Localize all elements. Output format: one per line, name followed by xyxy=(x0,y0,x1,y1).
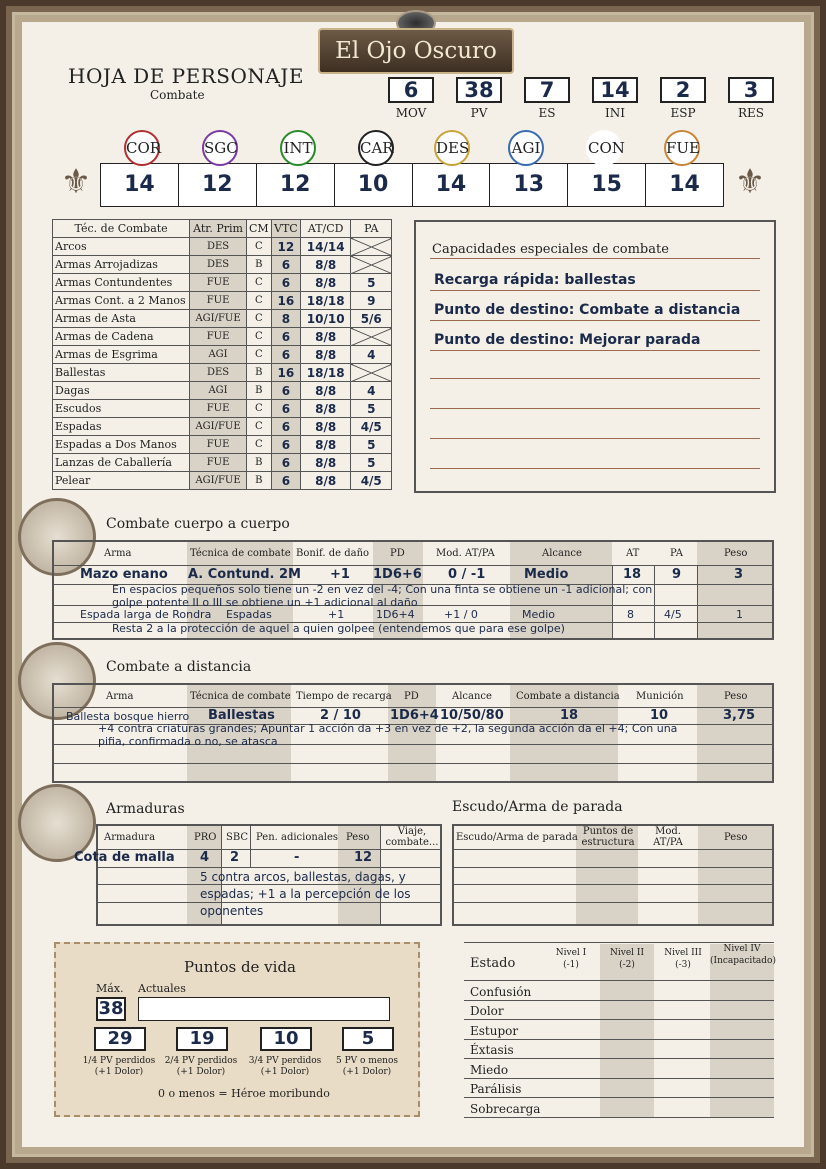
melee-header-arma: Arma xyxy=(104,548,132,559)
skill-cm: C xyxy=(246,346,271,364)
skill-cm: B xyxy=(246,256,271,274)
estado-row-confusion: Confusión xyxy=(470,985,532,999)
row-line xyxy=(454,884,772,885)
melee-weapon-1-note[interactable]: En espacios pequeños solo tiene un -2 en vez del -4; Con una finta se obtiene un -1 adicional; con golpe potente II o III se obtiene un +1 adicional al daño xyxy=(112,583,653,609)
estado-row-estupor: Estupor xyxy=(470,1024,519,1038)
hp-threshold-3-label: 3/4 PV perdidos xyxy=(248,1056,322,1066)
skill-row xyxy=(53,382,392,400)
stat-es-label: ES xyxy=(538,106,556,120)
special-line xyxy=(430,408,760,409)
skill-pa[interactable]: 5/6 xyxy=(351,310,392,328)
estado-row-paralisis: Parálisis xyxy=(470,1082,522,1096)
row-line xyxy=(464,1000,774,1001)
skill-at[interactable]: 8/8 xyxy=(300,274,351,292)
skill-row xyxy=(53,310,392,328)
armor-header-sbc: SBC xyxy=(226,832,249,843)
stat-res-value[interactable]: 3 xyxy=(728,77,774,103)
melee-weapon-1-tecnica[interactable]: A. Contund. 2M xyxy=(188,567,301,582)
ranged-header-tecnica: Técnica de combate xyxy=(190,691,291,702)
row-line xyxy=(464,1097,774,1098)
estado-level-4-sub: (Incapacitado) xyxy=(710,956,776,966)
melee-weapon-2-pa[interactable]: 4/5 xyxy=(664,608,682,621)
skill-vtc[interactable]: 6 xyxy=(271,400,300,418)
ranged-header-municion: Munición xyxy=(636,691,684,702)
estado-row-extasis: Éxtasis xyxy=(470,1043,514,1057)
estado-level-4: Nivel IV xyxy=(723,944,761,954)
attr-fue-label: FUE xyxy=(664,130,700,166)
hp-max-label: Máx. xyxy=(96,982,124,995)
skill-row xyxy=(53,292,392,310)
skill-cm: C xyxy=(246,238,271,256)
special-ability-1[interactable]: Recarga rápida: ballestas xyxy=(434,272,636,288)
melee-header-tecnica: Técnica de combate xyxy=(190,548,291,559)
estado-level-3-sub: (-3) xyxy=(675,960,691,970)
skill-at[interactable]: 8/8 xyxy=(300,382,351,400)
logo: El Ojo Oscuro xyxy=(318,28,514,74)
skill-pa[interactable] xyxy=(351,364,392,382)
skill-row xyxy=(53,328,392,346)
skill-cm: B xyxy=(246,472,271,490)
stat-ini-value[interactable]: 14 xyxy=(592,77,638,103)
special-abilities-title: Capacidades especiales de combate xyxy=(432,242,669,257)
estado-row-dolor: Dolor xyxy=(470,1004,504,1018)
melee-header-alcance: Alcance xyxy=(542,548,582,559)
skill-name: Armas de Asta xyxy=(53,310,190,328)
attr-int-value[interactable]: 12 xyxy=(257,164,335,206)
col-line xyxy=(250,826,251,867)
skill-attr: DES xyxy=(190,364,247,382)
estado-col-shade xyxy=(710,944,774,1118)
skill-name: Armas Cont. a 2 Manos xyxy=(53,292,190,310)
stat-pv-label: PV xyxy=(470,106,488,120)
estado-row-sobrecarga: Sobrecarga xyxy=(470,1102,541,1116)
melee-weapon-2-pd[interactable]: 1D6+4 xyxy=(376,608,415,621)
skill-attr: AGI/FUE xyxy=(190,472,247,490)
row-line xyxy=(464,980,774,981)
skill-attr: FUE xyxy=(190,292,247,310)
skill-name: Arcos xyxy=(53,238,190,256)
melee-weapon-1-bonif[interactable]: +1 xyxy=(330,567,350,582)
estado-level-2-sub: (-2) xyxy=(619,960,635,970)
skill-vtc[interactable]: 6 xyxy=(271,346,300,364)
melee-weapon-1-mod[interactable]: 0 / -1 xyxy=(448,567,486,582)
hp-threshold-1[interactable]: 29 xyxy=(94,1027,146,1051)
attr-des-label: DES xyxy=(434,130,470,166)
melee-weapon-2-name[interactable]: Espada larga de Rondra xyxy=(80,608,212,621)
stat-ini-label: INI xyxy=(605,106,625,120)
skill-pa[interactable] xyxy=(351,256,392,274)
hp-threshold-4[interactable]: 5 xyxy=(342,1027,394,1051)
skill-attr: FUE xyxy=(190,400,247,418)
hp-threshold-1-label: 1/4 PV perdidos xyxy=(82,1056,156,1066)
row-line xyxy=(54,565,772,566)
hp-threshold-3-sub: (+1 Dolor) xyxy=(260,1067,310,1077)
page-title: HOJA DE PERSONAJE xyxy=(68,64,304,88)
estado-level-3: Nivel III xyxy=(664,948,702,958)
row-line xyxy=(98,867,440,868)
melee-weapon-2-alcance[interactable]: Medio xyxy=(522,608,556,621)
skill-at[interactable]: 8/8 xyxy=(300,418,351,436)
ranged-weapon-tecnica[interactable]: Ballestas xyxy=(208,708,275,723)
skill-at[interactable]: 10/10 xyxy=(300,310,351,328)
attr-sgc-value[interactable]: 12 xyxy=(179,164,257,206)
skill-at[interactable]: 18/18 xyxy=(300,364,351,382)
ranged-header-arma: Arma xyxy=(106,691,134,702)
hp-threshold-2[interactable]: 19 xyxy=(176,1027,228,1051)
skill-attr: DES xyxy=(190,256,247,274)
skill-cm: C xyxy=(246,436,271,454)
hp-threshold-4-label: 5 PV o menos xyxy=(336,1056,398,1066)
melee-weapon-2-tecnica[interactable]: Espadas xyxy=(226,608,272,621)
skill-name: Armas de Esgrima xyxy=(53,346,190,364)
skill-row xyxy=(53,256,392,274)
skill-row xyxy=(53,346,392,364)
row-line xyxy=(54,763,772,764)
skills-header-name: Téc. de Combate xyxy=(53,220,190,238)
skill-pa[interactable] xyxy=(351,238,392,256)
shield-header-estructura: Puntos de estructura xyxy=(581,826,635,848)
melee-weapon-2-at[interactable]: 8 xyxy=(627,608,634,621)
ranged-header-alcance: Alcance xyxy=(452,691,492,702)
skill-pa[interactable] xyxy=(351,328,392,346)
melee-weapon-1-alcance[interactable]: Medio xyxy=(524,567,569,582)
hp-threshold-1-sub: (+1 Dolor) xyxy=(94,1067,144,1077)
ranged-header-pd: PD xyxy=(404,691,419,702)
stat-es-value[interactable]: 7 xyxy=(524,77,570,103)
ranged-weapon-pd[interactable]: 1D6+4 xyxy=(390,708,439,723)
melee-header-at: AT xyxy=(626,548,640,559)
skill-vtc[interactable]: 16 xyxy=(271,292,300,310)
skill-name: Dagas xyxy=(53,382,190,400)
melee-weapon-1-pa[interactable]: 9 xyxy=(672,567,682,582)
skill-vtc[interactable]: 6 xyxy=(271,382,300,400)
special-ability-2[interactable]: Punto de destino: Combate a distancia xyxy=(434,302,741,318)
skill-cm: C xyxy=(246,328,271,346)
stat-res-label: RES xyxy=(737,106,764,120)
ranged-header-peso: Peso xyxy=(724,691,748,702)
ranged-header-combate: Combate a distancia xyxy=(516,691,620,702)
row-line xyxy=(464,1019,774,1020)
skill-name: Espadas a Dos Manos xyxy=(53,436,190,454)
skill-cm: C xyxy=(246,310,271,328)
stat-esp-value[interactable]: 2 xyxy=(660,77,706,103)
skill-vtc[interactable]: 8 xyxy=(271,310,300,328)
skill-row xyxy=(53,454,392,472)
ranged-header-recarga: Tiempo de recarga xyxy=(296,691,392,702)
skill-cm: B xyxy=(246,364,271,382)
skill-pa[interactable]: 4/5 xyxy=(351,418,392,436)
melee-title: Combate cuerpo a cuerpo xyxy=(106,516,290,532)
skill-cm: B xyxy=(246,454,271,472)
skill-row xyxy=(53,274,392,292)
attr-cor-label: COR xyxy=(124,130,160,166)
attr-car-value[interactable]: 10 xyxy=(335,164,413,206)
special-ability-3[interactable]: Punto de destino: Mejorar parada xyxy=(434,332,701,348)
armor-peso[interactable]: 12 xyxy=(354,850,373,865)
skill-attr: FUE xyxy=(190,436,247,454)
melee-weapon-2-peso[interactable]: 1 xyxy=(736,608,743,621)
special-line xyxy=(430,290,760,291)
skill-cm: C xyxy=(246,274,271,292)
skill-row xyxy=(53,238,392,256)
armor-header-peso: Peso xyxy=(346,832,370,843)
skill-name: Espadas xyxy=(53,418,190,436)
shield-header-name: Escudo/Arma de parada xyxy=(456,832,578,843)
armor-name[interactable]: Cota de malla xyxy=(74,850,175,865)
attr-sgc-label: SGC xyxy=(202,130,238,166)
hp-max-value[interactable]: 38 xyxy=(96,997,126,1021)
skill-at[interactable]: 8/8 xyxy=(300,472,351,490)
skill-cm: B xyxy=(246,382,271,400)
estado-row-miedo: Miedo xyxy=(470,1063,509,1077)
row-line xyxy=(464,1058,774,1059)
armor-header-armadura: Armadura xyxy=(104,832,156,843)
skill-row xyxy=(53,400,392,418)
hp-current-label: Actuales xyxy=(138,982,186,995)
hp-threshold-2-label: 2/4 PV perdidos xyxy=(164,1056,238,1066)
estado-level-1-sub: (-1) xyxy=(563,960,579,970)
ranged-weapon-alcance[interactable]: 10/50/80 xyxy=(440,708,504,723)
skill-row xyxy=(53,436,392,454)
attr-agi-value[interactable]: 13 xyxy=(490,164,568,206)
attr-cor-value[interactable]: 14 xyxy=(101,164,179,206)
attr-car-label: CAR xyxy=(358,130,394,166)
ranged-weapon-note[interactable]: +4 contra criaturas grandes; Apuntar 1 acción da +3 en vez de +2, la segunda acción da el +4; Con una pifia, confirmada o no, se atasca xyxy=(98,722,678,748)
special-line xyxy=(430,468,760,469)
estado-title: Estado xyxy=(470,956,516,971)
skill-cm: C xyxy=(246,418,271,436)
armor-header-pro: PRO xyxy=(194,832,217,843)
attr-des-value[interactable]: 14 xyxy=(413,164,491,206)
skill-vtc[interactable]: 16 xyxy=(271,364,300,382)
skill-at[interactable]: 8/8 xyxy=(300,256,351,274)
skill-row xyxy=(53,418,392,436)
skill-row xyxy=(53,364,392,382)
skill-pa[interactable]: 4/5 xyxy=(351,472,392,490)
combat-skills-table xyxy=(52,219,392,490)
attr-con-value[interactable]: 15 xyxy=(568,164,646,206)
armor-note[interactable]: 5 contra arcos, ballestas, dagas, y espadas; +1 a la percepción de los oponentes xyxy=(200,870,411,918)
melee-header-peso: Peso xyxy=(724,548,748,559)
armor-header-viaje: Viaje, combate... xyxy=(385,826,439,848)
skill-pa[interactable]: 5 xyxy=(351,454,392,472)
melee-header-pa: PA xyxy=(670,548,684,559)
estado-level-1: Nivel I xyxy=(555,948,587,958)
hp-current-field[interactable] xyxy=(138,997,390,1021)
skill-pa[interactable]: 9 xyxy=(351,292,392,310)
skill-attr: AGI/FUE xyxy=(190,310,247,328)
row-line xyxy=(464,1039,774,1040)
melee-weapon-1-pd[interactable]: 1D6+6 xyxy=(373,567,422,582)
melee-header-mod: Mod. AT/PA xyxy=(436,548,495,559)
ranged-weapon-municion[interactable]: 10 xyxy=(650,708,669,723)
stat-mov-label: MOV xyxy=(395,106,427,120)
skill-at[interactable]: 8/8 xyxy=(300,436,351,454)
special-line xyxy=(430,350,760,351)
skill-attr: FUE xyxy=(190,274,247,292)
hp-title: Puntos de vida xyxy=(184,958,297,976)
melee-weapon-2-mod[interactable]: +1 / 0 xyxy=(444,608,478,621)
attr-con-label: CON xyxy=(586,130,622,166)
skill-at[interactable]: 8/8 xyxy=(300,346,351,364)
skills-header-at: AT/CD xyxy=(300,220,351,238)
attr-fue-value[interactable]: 14 xyxy=(669,172,700,197)
hp-threshold-2-sub: (+1 Dolor) xyxy=(176,1067,226,1077)
skill-cm: C xyxy=(246,292,271,310)
skills-header-pa: PA xyxy=(351,220,392,238)
armor-title: Armaduras xyxy=(106,801,185,817)
row-line xyxy=(454,867,772,868)
shield-title: Escudo/Arma de parada xyxy=(452,799,623,815)
skill-name: Armas Contundentes xyxy=(53,274,190,292)
special-line xyxy=(430,258,760,259)
row-line xyxy=(464,1078,774,1079)
skill-vtc[interactable]: 12 xyxy=(271,238,300,256)
skill-row xyxy=(53,472,392,490)
shield-header-peso: Peso xyxy=(724,832,748,843)
melee-weapon-2-bonif[interactable]: +1 xyxy=(328,608,345,621)
skill-name: Armas de Cadena xyxy=(53,328,190,346)
skill-pa[interactable]: 5 xyxy=(351,274,392,292)
special-abilities-box xyxy=(414,220,776,493)
skill-at[interactable]: 18/18 xyxy=(300,292,351,310)
melee-header-pd: PD xyxy=(390,548,405,559)
row-line xyxy=(454,902,772,903)
stat-esp-label: ESP xyxy=(670,106,696,120)
row-line xyxy=(454,849,772,850)
ranged-weapon-combate[interactable]: 18 xyxy=(560,708,579,723)
skill-vtc[interactable]: 6 xyxy=(271,472,300,490)
ranged-weapon-name[interactable]: Ballesta bosque hierro xyxy=(66,710,190,723)
special-line xyxy=(430,438,760,439)
skill-vtc[interactable]: 6 xyxy=(271,418,300,436)
skill-attr: AGI xyxy=(190,346,247,364)
skill-at[interactable]: 8/8 xyxy=(300,400,351,418)
col-line xyxy=(697,565,698,640)
skill-pa[interactable]: 4 xyxy=(351,346,392,364)
ranged-title: Combate a distancia xyxy=(106,659,252,675)
attr-agi-label: AGI xyxy=(508,130,544,166)
skill-attr: FUE xyxy=(190,328,247,346)
skill-name: Armas Arrojadizas xyxy=(53,256,190,274)
skill-vtc[interactable]: 6 xyxy=(271,328,300,346)
stat-mov-value[interactable]: 6 xyxy=(388,77,434,103)
skill-vtc[interactable]: 6 xyxy=(271,274,300,292)
melee-weapon-2-note[interactable]: Resta 2 a la protección de aquel a quien golpee (entendemos que para ese golpe) xyxy=(112,622,565,635)
skill-attr: AGI/FUE xyxy=(190,418,247,436)
skill-pa[interactable]: 5 xyxy=(351,400,392,418)
ranged-weapon-peso[interactable]: 3,75 xyxy=(723,708,756,723)
armor-pen[interactable]: - xyxy=(294,850,300,865)
melee-weapon-1-name[interactable]: Mazo enano xyxy=(80,567,168,582)
row-line xyxy=(464,1117,774,1118)
skill-vtc[interactable]: 6 xyxy=(271,256,300,274)
melee-header-bonif: Bonif. de daño xyxy=(296,548,370,559)
skills-header-attr: Atr. Prim xyxy=(190,220,247,238)
armor-header-pen: Pen. adicionales xyxy=(256,832,339,843)
attr-int-label: INT xyxy=(280,130,316,166)
skill-attr: DES xyxy=(190,238,247,256)
melee-weapon-1-at[interactable]: 18 xyxy=(623,567,642,582)
stat-pv-value[interactable]: 38 xyxy=(456,77,502,103)
page-subtitle: Combate xyxy=(150,88,205,102)
skills-header-cm: CM xyxy=(246,220,271,238)
skill-name: Escudos xyxy=(53,400,190,418)
skill-vtc[interactable]: 6 xyxy=(271,436,300,454)
skill-pa[interactable]: 4 xyxy=(351,382,392,400)
skill-at[interactable]: 14/14 xyxy=(300,238,351,256)
special-line xyxy=(430,378,760,379)
fleur-left-icon: ⚜ xyxy=(60,162,92,202)
skill-name: Ballestas xyxy=(53,364,190,382)
hp-footer: 0 o menos = Héroe moribundo xyxy=(158,1087,330,1100)
row-line xyxy=(464,942,774,943)
armor-pro[interactable]: 4 xyxy=(200,850,210,865)
melee-weapon-1-peso[interactable]: 3 xyxy=(734,567,744,582)
skill-at[interactable]: 8/8 xyxy=(300,454,351,472)
skill-at[interactable]: 8/8 xyxy=(300,328,351,346)
skill-name: Pelear xyxy=(53,472,190,490)
skills-header-vtc: VTC xyxy=(271,220,300,238)
skill-attr: AGI xyxy=(190,382,247,400)
fleur-right-icon: ⚜ xyxy=(734,162,766,202)
armor-sbc[interactable]: 2 xyxy=(230,850,240,865)
estado-level-2: Nivel II xyxy=(609,948,644,958)
special-line xyxy=(430,320,760,321)
skill-pa[interactable]: 5 xyxy=(351,436,392,454)
hp-threshold-4-sub: (+1 Dolor) xyxy=(342,1067,392,1077)
skill-vtc[interactable]: 6 xyxy=(271,454,300,472)
skill-attr: FUE xyxy=(190,454,247,472)
skill-cm: C xyxy=(246,400,271,418)
skill-name: Lanzas de Caballería xyxy=(53,454,190,472)
ranged-weapon-recarga[interactable]: 2 / 10 xyxy=(320,708,361,723)
shield-header-mod: Mod. AT/PA xyxy=(653,826,683,848)
hp-threshold-3[interactable]: 10 xyxy=(260,1027,312,1051)
attributes-row xyxy=(100,163,724,207)
